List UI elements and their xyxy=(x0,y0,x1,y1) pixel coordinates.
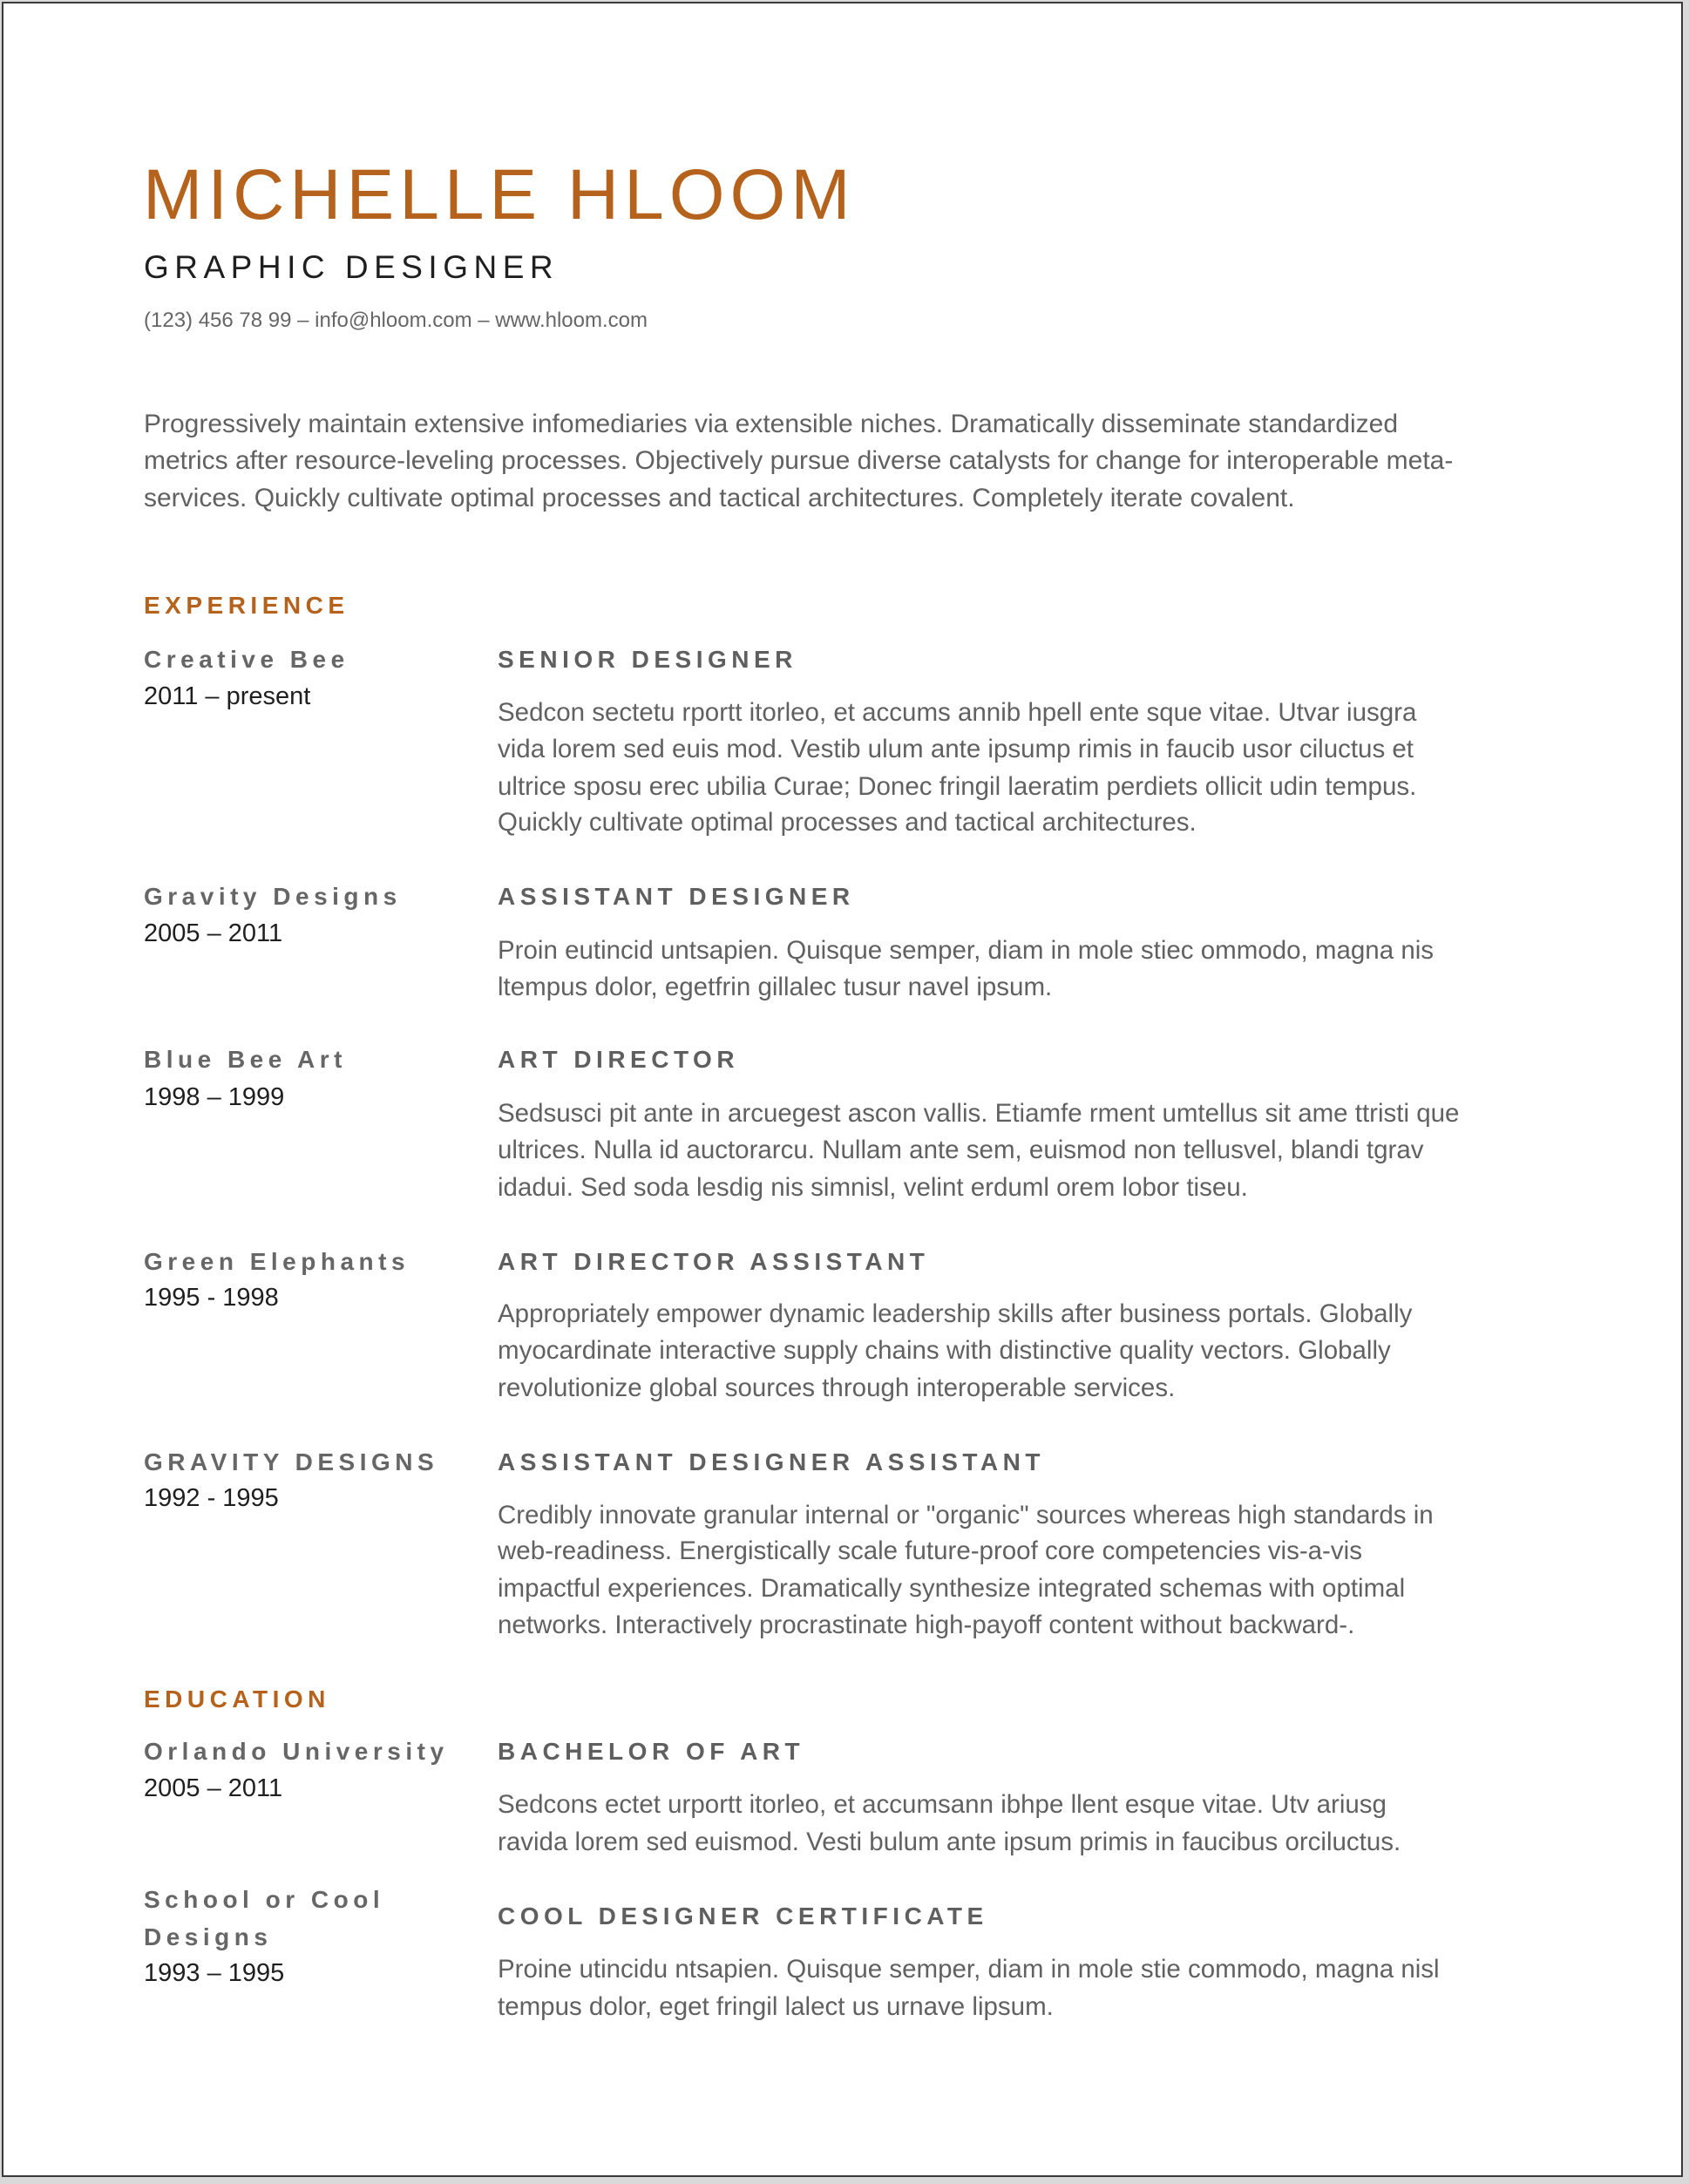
education-description-line: ravida lorem sed euismod. Vesti bulum ante ipsum primis in faucibus orciluctus. xyxy=(498,1828,1401,1856)
summary-line: services. Quickly cultivate optimal processes and tactical architectures. Completely iterate covalent. xyxy=(144,484,1295,512)
candidate-name: MICHELLE HLOOM xyxy=(143,155,856,234)
employment-dates: 1998 – 1999 xyxy=(144,1083,285,1111)
job-description-line: revolutionize global sources through interoperable services. xyxy=(498,1373,1176,1402)
education-dates: 2005 – 2011 xyxy=(144,1774,283,1802)
job-description-line: Sedcon sectetu rportt itorleo, et accums annib hpell ente sque vitae. Utvar iusgra xyxy=(498,698,1417,727)
job-description-line: Appropriately empower dynamic leadership skills after business portals. Globally xyxy=(498,1299,1413,1328)
job-description-line: ultrice sposu erec ubilia Curae; Donec fringil laeratim perdiets ollicit udin tempus. xyxy=(498,772,1417,801)
job-description-line: impactful experiences. Dramatically synthesize integrated schemas with optimal xyxy=(498,1574,1406,1603)
employer-name: Creative Bee xyxy=(144,646,349,673)
job-role: ASSISTANT DESIGNER ASSISTANT xyxy=(498,1448,1045,1475)
employment-dates: 2005 – 2011 xyxy=(144,919,283,947)
job-description-line: networks. Interactively procrastinate high-payoff content without backward-. xyxy=(498,1611,1355,1639)
education-description-line: Proine utincidu ntsapien. Quisque semper, diam in mole stie commodo, magna nisl xyxy=(498,1955,1440,1984)
employer-name: GRAVITY DESIGNS xyxy=(144,1448,439,1475)
contact-info: (123) 456 78 99 – info@hloom.com – www.hloom.com xyxy=(144,309,648,332)
employer-name: Blue Bee Art xyxy=(144,1046,348,1073)
candidate-title: GRAPHIC DESIGNER xyxy=(144,249,560,285)
employer-name: Green Elephants xyxy=(144,1248,410,1275)
job-role: ART DIRECTOR ASSISTANT xyxy=(498,1248,930,1275)
job-description-line: ultrices. Nulla id auctorarcu. Nullam ante sem, euismod non tellusvel, blandi tgrav xyxy=(498,1136,1424,1164)
job-description-line: ltempus dolor, egetfrin gillalec tusur navel ipsum. xyxy=(498,973,1053,1001)
job-description-line: idadui. Sed soda lesdig nis simnisl, velint erduml orem lobor tiseu. xyxy=(498,1173,1248,1202)
degree-title: BACHELOR OF ART xyxy=(498,1738,805,1765)
job-role: ASSISTANT DESIGNER xyxy=(498,883,855,910)
employment-dates: 2011 – present xyxy=(144,682,311,710)
education-dates: 1993 – 1995 xyxy=(144,1959,285,1987)
institution-name-continued: Designs xyxy=(144,1923,273,1950)
education-description-line: Sedcons ectet urportt itorleo, et accumsann ibhpe llent esque vitae. Utv ariusg xyxy=(498,1790,1387,1819)
summary-line: Progressively maintain extensive infomediaries via extensible niches. Dramatically disseminate standardized xyxy=(144,410,1399,438)
section-heading-education: EDUCATION xyxy=(144,1685,330,1713)
employment-dates: 1995 - 1998 xyxy=(144,1284,279,1312)
job-role: ART DIRECTOR xyxy=(498,1046,740,1073)
employer-name: Gravity Designs xyxy=(144,883,402,910)
job-description-line: Sedsusci pit ante in arcuegest ascon vallis. Etiamfe rment umtellus sit ame ttristi que xyxy=(498,1099,1460,1128)
job-description-line: web-readiness. Energistically scale future-proof core competencies vis-a-vis xyxy=(498,1536,1362,1565)
job-description-line: Credibly innovate granular internal or "organic" sources whereas high standards in xyxy=(498,1501,1434,1529)
institution-name: School or Cool xyxy=(144,1886,385,1913)
degree-title: COOL DESIGNER CERTIFICATE xyxy=(498,1903,988,1930)
section-heading-experience: EXPERIENCE xyxy=(144,592,349,619)
job-description-line: Quickly cultivate optimal processes and tactical architectures. xyxy=(498,808,1197,837)
job-description-line: Proin eutincid untsapien. Quisque semper, diam in mole stiec ommodo, magna nis xyxy=(498,936,1435,965)
education-description-line: tempus dolor, eget fringil lalect us urnave lipsum. xyxy=(498,1992,1054,2021)
summary-line: metrics after resource-leveling processes. Objectively pursue diverse catalysts for change for interoperable meta- xyxy=(144,446,1454,475)
employment-dates: 1992 - 1995 xyxy=(144,1484,279,1512)
job-description-line: myocardinate interactive supply chains with distinctive quality vectors. Globally xyxy=(498,1336,1391,1365)
job-role: SENIOR DESIGNER xyxy=(498,646,797,673)
institution-name: Orlando University xyxy=(144,1738,449,1765)
job-description-line: vida lorem sed euis mod. Vestib ulum ante ipsump rimis in faucib usor ciluctus et xyxy=(498,735,1414,763)
